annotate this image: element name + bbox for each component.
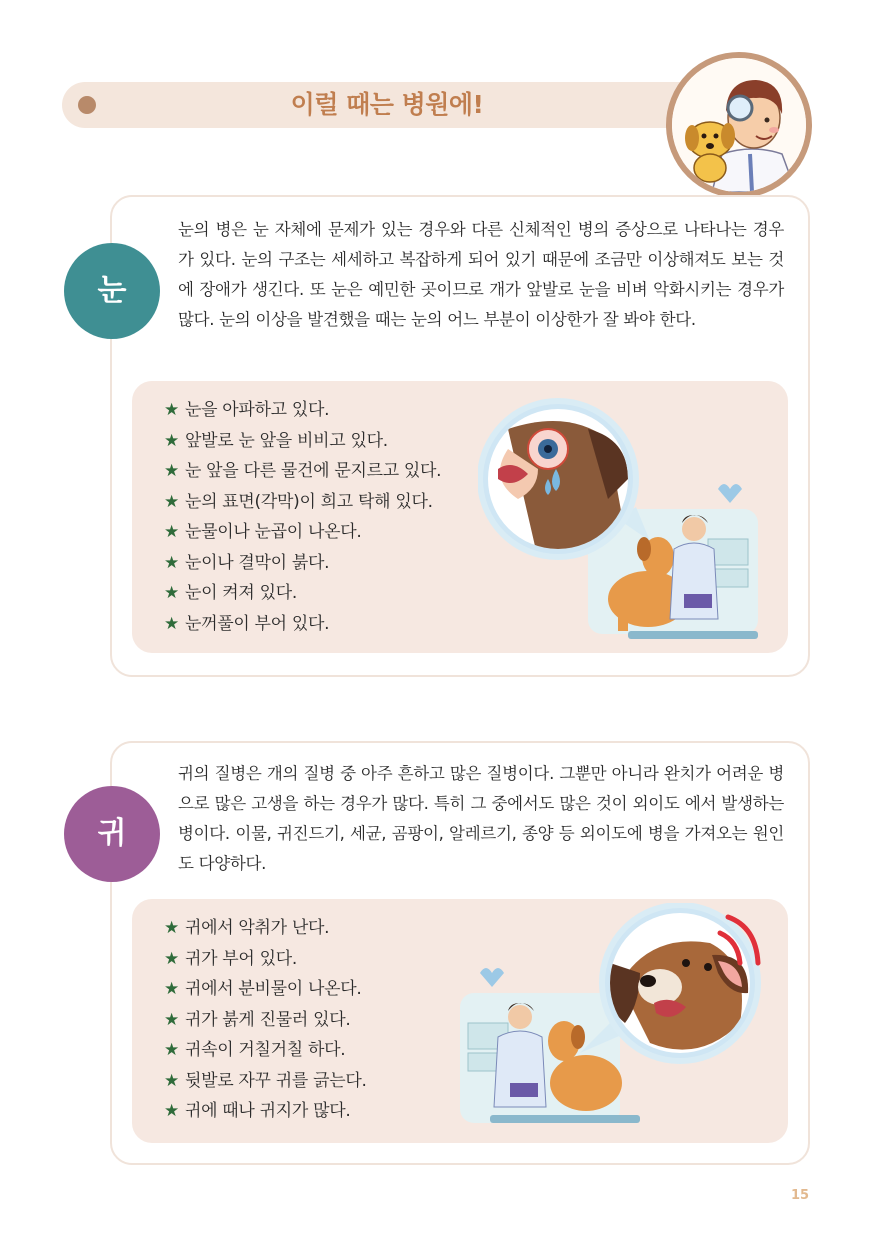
ear-symptoms-box <box>132 899 788 1143</box>
star-icon: ★ <box>164 491 179 512</box>
ear-description: 귀의 질병은 개의 질병 중 아주 흔하고 많은 질병이다. 그뿐만 아니라 완치가 어려운 병으로 많은 고생을 하는 경우가 많다. 특히 그 중에서도 많은 것이 외이도 에서 발생하는 병이다. 이물, 귀진드기, 세균, 곰팡이, 알레르기, 종양 등 외이도에 병을 가져오는 원인도 다양하다. <box>178 764 784 873</box>
star-icon: ★ <box>164 979 179 999</box>
star-icon: ★ <box>164 1040 179 1060</box>
eye-symptoms-box <box>132 381 788 653</box>
ear-section-badge: 귀 <box>64 786 160 882</box>
symptom-text: 눈 앞을 다른 물건에 문지르고 있다. <box>184 461 442 481</box>
list-item <box>164 578 441 609</box>
list-item <box>164 609 441 640</box>
symptom-text: 귀에서 분비물이 나온다. <box>184 979 362 999</box>
list-item <box>164 548 441 579</box>
eye-symptom-list <box>164 395 441 639</box>
list-item <box>164 487 441 518</box>
star-icon: ★ <box>164 461 179 481</box>
list-item <box>164 395 441 426</box>
symptom-text: 눈을 아파하고 있다. <box>184 400 330 420</box>
star-icon: ★ <box>164 948 179 969</box>
vet-doctor-illustration <box>666 52 812 198</box>
symptom-text: 눈의 표면(각막)이 희고 탁해 있다. <box>184 491 433 512</box>
star-icon: ★ <box>164 400 179 420</box>
dog-eye-exam-illustration <box>478 389 778 649</box>
list-item <box>164 1066 367 1097</box>
list-item <box>164 1035 367 1066</box>
star-icon: ★ <box>164 1009 179 1030</box>
list-item <box>164 913 367 944</box>
symptom-text: 눈이나 결막이 붉다. <box>184 552 330 573</box>
page-title: 이럴 때는 병원에! <box>290 90 484 119</box>
symptom-text: 귀속이 거칠거칠 하다. <box>184 1040 346 1060</box>
symptom-text: 귀가 부어 있다. <box>184 948 297 969</box>
symptom-text: 앞발로 눈 앞을 비비고 있다. <box>184 430 388 451</box>
ear-symptom-list <box>164 913 367 1127</box>
star-icon: ★ <box>164 1070 179 1091</box>
list-item <box>164 944 367 975</box>
star-icon: ★ <box>164 583 179 603</box>
list-item <box>164 456 441 487</box>
symptom-text: 귀에서 악취가 난다. <box>184 918 330 938</box>
star-icon: ★ <box>164 552 179 573</box>
section-title-bar <box>62 82 712 128</box>
list-item <box>164 426 441 457</box>
symptom-text: 눈꺼풀이 부어 있다. <box>184 613 330 634</box>
star-icon: ★ <box>164 522 179 542</box>
ear-disease-section <box>110 741 810 1165</box>
eye-description: 눈의 병은 눈 자체에 문제가 있는 경우와 다른 신체적인 병의 증상으로 나타나는 경우가 있다. 눈의 구조는 세세하고 복잡하게 되어 있기 때문에 조금만 이상해져도 보는 것에 장애가 생긴다. 또 눈은 예민한 곳이므로 개가 앞발로 눈을 비벼 악화시키는 경우가 많다. 눈의 이상을 발견했을 때는 눈의 어느 부분이 이상한가 잘 봐야 한다. <box>178 220 784 329</box>
symptom-text: 귀가 붉게 진물러 있다. <box>184 1009 351 1030</box>
star-icon: ★ <box>164 1101 179 1121</box>
eye-section-badge: 눈 <box>64 243 160 339</box>
page-number: 15 <box>790 1188 810 1203</box>
star-icon: ★ <box>164 430 179 451</box>
list-item <box>164 974 367 1005</box>
symptom-text: 눈물이나 눈곱이 나온다. <box>184 522 362 542</box>
symptom-text: 눈이 켜져 있다. <box>184 583 297 603</box>
list-item <box>164 517 441 548</box>
star-icon: ★ <box>164 613 179 634</box>
dog-ear-exam-illustration <box>450 903 780 1139</box>
star-icon: ★ <box>164 918 179 938</box>
symptom-text: 뒷발로 자꾸 귀를 긁는다. <box>184 1070 367 1091</box>
symptom-text: 귀에 때나 귀지가 많다. <box>184 1101 351 1121</box>
list-item <box>164 1096 367 1127</box>
list-item <box>164 1005 367 1036</box>
eye-disease-section <box>110 195 810 677</box>
